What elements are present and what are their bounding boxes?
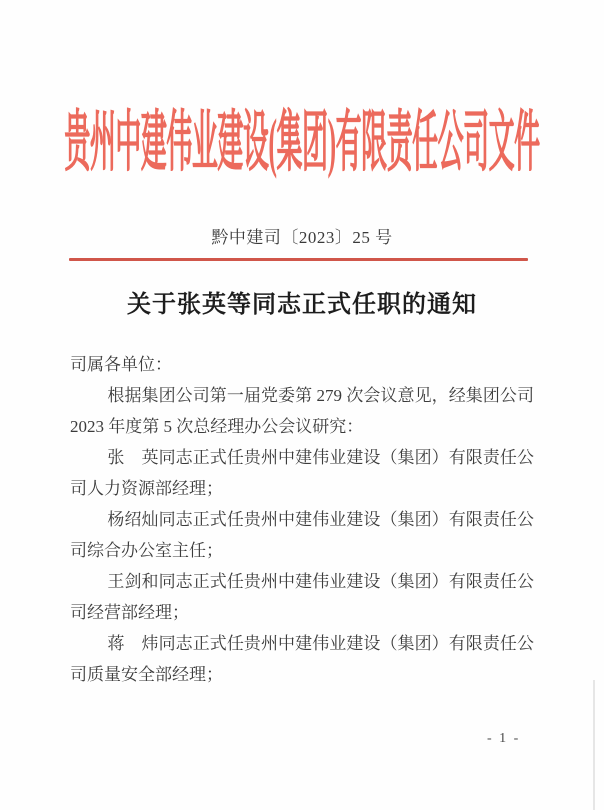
paragraph: 蒋 炜同志正式任贵州中建伟业建设（集团）有限责任公司质量安全部经理；: [70, 634, 534, 684]
organization-banner-text: 贵州中建伟业建设(集团)有限责任公司文件: [64, 105, 540, 180]
paragraph: 张 英同志正式任贵州中建伟业建设（集团）有限责任公司人力资源部经理；: [70, 448, 534, 498]
page-number: - 1 -: [487, 731, 521, 746]
paragraph: 王剑和同志正式任贵州中建伟业建设（集团）有限责任公司经营部经理；: [70, 572, 534, 622]
red-separator-rule: [69, 258, 528, 261]
paragraph: 根据集团公司第一届党委第 279 次会议意见，经集团公司 2023 年度第 5 次总经理办公会议研究：: [70, 386, 534, 436]
red-header-banner: [0, 100, 604, 180]
scan-edge-artifact: [593, 680, 595, 810]
salutation: 司属各单位：: [70, 355, 172, 374]
notice-title: 关于张英等同志正式任职的通知: [127, 292, 477, 318]
paragraph: 杨绍灿同志正式任贵州中建伟业建设（集团）有限责任公司综合办公室主任；: [70, 510, 534, 560]
document-body: [70, 349, 534, 690]
document-reference-number: 黔中建司〔2023〕25 号: [211, 228, 393, 247]
